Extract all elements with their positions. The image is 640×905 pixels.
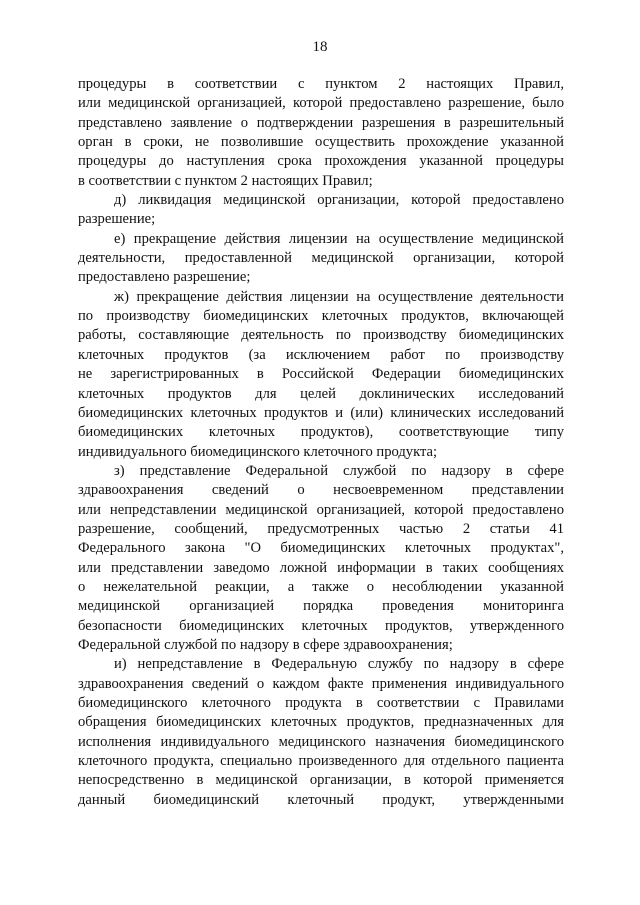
text-line: биомедицинских клеточных продуктов и (или) клинических исследований: [78, 404, 564, 421]
paragraph-item-i: [78, 655, 564, 810]
text-line: и) непредставление в Федеральную службу по надзору в сфере: [114, 656, 564, 673]
text-line: обращения биомедицинских клеточных продуктов, предназначенных для: [78, 714, 564, 731]
text-line: или медицинской организацией, которой предоставлено разрешение, было: [78, 95, 564, 112]
paragraph-continuation: [78, 75, 564, 191]
text-line: здравоохранения сведений о несвоевременном представлении: [78, 482, 564, 499]
text-line: или непредставлении медицинской организацией, которой предоставлено: [78, 501, 564, 518]
text-line: в соответствии с пунктом 2 настоящих Правил;: [78, 172, 373, 189]
text-line: медицинской организацией порядка проведения мониторинга: [78, 598, 564, 615]
text-line: исполнения индивидуального медицинского назначения биомедицинского: [78, 733, 564, 750]
text-line: Федеральной службой по надзору в сфере здравоохранения;: [78, 636, 453, 653]
text-line: не зарегистрированных в Российской Федерации биомедицинских: [78, 366, 564, 383]
text-line: орган в сроки, не позволившие осуществить прохождение указанной: [78, 134, 564, 151]
text-line: з) представление Федеральной службой по надзору в сфере: [114, 462, 564, 479]
text-line: клеточного продукта, специально произведенного для отдельного пациента: [78, 753, 564, 770]
text-line: данный биомедицинский клеточный продукт, утвержденными: [78, 791, 564, 808]
text-line: разрешение;: [78, 211, 156, 228]
text-line: Федерального закона "О биомедицинских клеточных продуктах",: [78, 540, 564, 557]
text-line: работы, составляющие деятельность по производству биомедицинских: [78, 327, 564, 344]
paragraph-item-e: [78, 230, 564, 288]
text-line: д) ликвидация медицинской организации, которой предоставлено: [114, 192, 564, 209]
text-line: представлено заявление о подтверждении разрешения в разрешительный: [78, 114, 564, 131]
text-line: разрешение, сообщений, предусмотренных частью 2 статьи 41: [78, 520, 564, 537]
paragraph-item-z: [78, 462, 564, 655]
text-line: или представлении заведомо ложной информации в таких сообщениях: [78, 559, 564, 576]
text-line: деятельности, предоставленной медицинской организации, которой: [78, 250, 564, 267]
document-body: [78, 75, 564, 810]
text-line: здравоохранения сведений о каждом факте применения индивидуального: [78, 675, 564, 692]
paragraph-item-zh: [78, 288, 564, 462]
text-line: непосредственно в медицинской организации, в которой применяется: [78, 772, 564, 789]
text-line: по производству биомедицинских клеточных продуктов, включающей: [78, 308, 564, 325]
paragraph-item-d: [78, 191, 564, 230]
text-line: биомедицинского клеточного продукта в соответствии с Правилами: [78, 695, 564, 711]
text-line: е) прекращение действия лицензии на осуществление медицинской: [114, 230, 564, 247]
text-line: о нежелательной реакции, а также о несоблюдении указанной: [78, 578, 564, 595]
text-line: клеточных продуктов для целей доклинических исследований: [78, 385, 564, 402]
text-line: процедуры до наступления срока прохождения указанной процедуры: [78, 153, 564, 170]
text-line: клеточных продуктов (за исключением работ по производству: [78, 346, 564, 363]
page-number: 18: [312, 39, 328, 55]
text-line: биомедицинских клеточных продуктов), соответствующие типу: [78, 424, 564, 441]
text-line: безопасности биомедицинских клеточных продуктов, утвержденного: [78, 617, 564, 634]
text-line: ж) прекращение действия лицензии на осуществление деятельности: [114, 288, 564, 305]
text-line: индивидуального биомедицинского клеточного продукта;: [78, 443, 438, 460]
text-line: процедуры в соответствии с пунктом 2 настоящих Правил,: [78, 76, 564, 92]
text-line: предоставлено разрешение;: [78, 269, 251, 286]
